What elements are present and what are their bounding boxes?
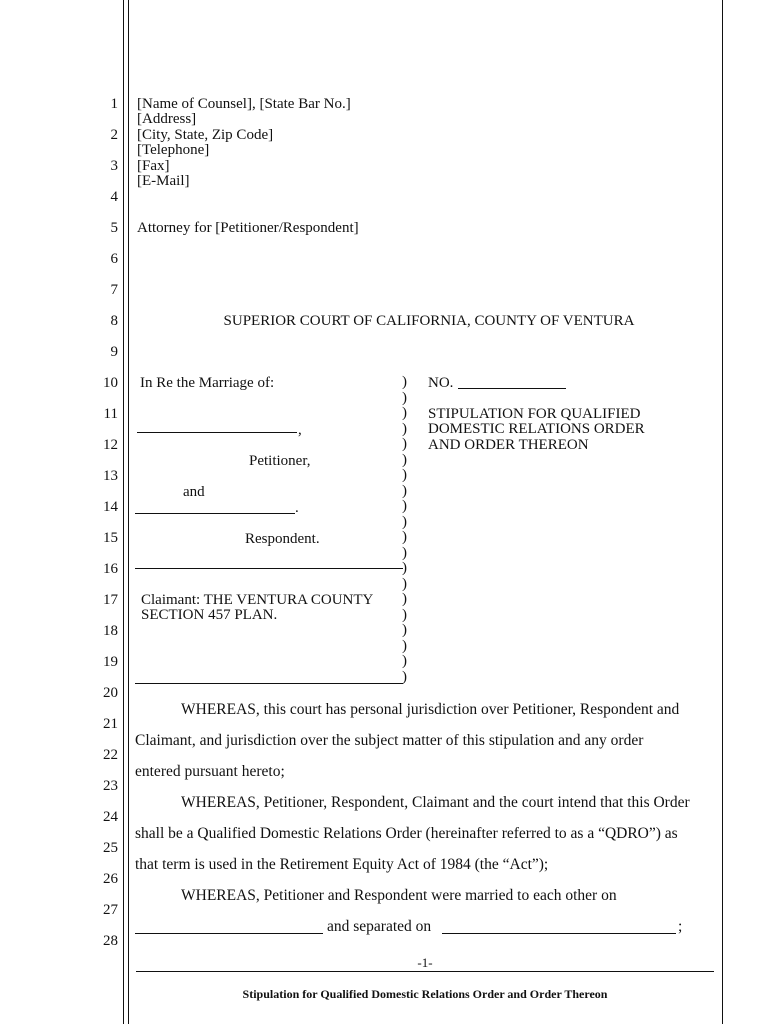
line-number: 13	[103, 468, 118, 484]
document-title-line-1: STIPULATION FOR QUALIFIED	[428, 406, 641, 422]
counsel-city: [City, State, Zip Code]	[137, 127, 274, 143]
recital-2-line-2: shall be a Qualified Domestic Relations Order (hereinafter referred to as a “QDRO”) as	[135, 825, 678, 842]
claimant-line-1: Claimant: THE VENTURA COUNTY	[141, 592, 374, 608]
line-number: 9	[110, 344, 118, 360]
petitioner-name-blank	[137, 432, 297, 433]
line-number: 18	[103, 623, 118, 639]
footer-rule	[136, 971, 714, 972]
line-number: 23	[103, 778, 118, 794]
petitioner-label: Petitioner,	[249, 453, 311, 469]
line-number: 19	[103, 654, 118, 670]
line-number: 15	[103, 530, 118, 546]
respondent-period: .	[295, 500, 299, 516]
separation-date-blank	[442, 933, 676, 934]
counsel-fax: [Fax]	[137, 158, 170, 174]
document-title-line-3: AND ORDER THEREON	[428, 437, 589, 453]
line-number: 28	[103, 933, 118, 949]
case-number-label: NO.	[428, 375, 454, 391]
counsel-address: [Address]	[137, 111, 197, 127]
claimant-line-2: SECTION 457 PLAN.	[141, 607, 278, 623]
line-number: 24	[103, 809, 118, 825]
in-re-marriage: In Re the Marriage of:	[140, 375, 275, 391]
line-number: 17	[103, 592, 118, 608]
line-number: 25	[103, 840, 118, 856]
counsel-name: [Name of Counsel], [State Bar No.]	[137, 96, 351, 112]
line-number: 10	[103, 375, 118, 391]
respondent-name-blank	[135, 513, 295, 514]
line-number: 22	[103, 747, 118, 763]
respondent-label: Respondent.	[245, 531, 320, 547]
attorney-for: Attorney for [Petitioner/Respondent]	[137, 220, 359, 236]
line-number: 3	[110, 158, 118, 174]
caption-parentheses: ) ) ) ) ) ) ) ) ) ) ) ) ) ) ) ) ) ) ) )	[402, 374, 407, 685]
petitioner-comma: ,	[298, 422, 302, 438]
recital-3-line-1: WHEREAS, Petitioner and Respondent were married to each other on	[181, 887, 617, 904]
recital-3-semicolon: ;	[678, 918, 683, 935]
separated-on-label: and separated on	[327, 918, 432, 935]
line-number: 7	[110, 282, 118, 298]
line-number: 5	[110, 220, 118, 236]
document-title-line-2: DOMESTIC RELATIONS ORDER	[428, 421, 645, 437]
line-number: 6	[110, 251, 118, 267]
left-margin-rule	[123, 0, 124, 1024]
page-number: -1-	[417, 955, 433, 970]
recital-1-line-2: Claimant, and jurisdiction over the subject matter of this stipulation and any order	[135, 732, 644, 749]
recital-1-line-3: entered pursuant hereto;	[135, 763, 285, 780]
counsel-email: [E-Mail]	[137, 173, 190, 189]
court-title: SUPERIOR COURT OF CALIFORNIA, COUNTY OF VENTURA	[223, 313, 635, 329]
left-margin-rule-inner	[128, 0, 129, 1024]
line-number: 16	[103, 561, 118, 577]
line-number: 21	[103, 716, 118, 732]
and-label: and	[183, 484, 205, 500]
line-number: 12	[103, 437, 118, 453]
recital-2-line-3: that term is used in the Retirement Equity Act of 1984 (the “Act”);	[135, 856, 549, 873]
counsel-telephone: [Telephone]	[137, 142, 210, 158]
line-number: 26	[103, 871, 118, 887]
marriage-date-blank	[135, 933, 323, 934]
recital-2-line-1: WHEREAS, Petitioner, Respondent, Claimant and the court intend that this Order	[181, 794, 690, 811]
line-number: 4	[110, 189, 118, 205]
line-number: 2	[110, 127, 118, 143]
line-number: 11	[103, 406, 118, 422]
right-margin-rule	[722, 0, 723, 1024]
caption-divider	[135, 568, 403, 569]
case-number-blank	[458, 388, 566, 389]
line-number: 1	[110, 96, 118, 112]
line-number: 20	[103, 685, 118, 701]
line-number: 8	[110, 313, 118, 329]
line-number: 14	[103, 499, 118, 515]
line-number: 27	[103, 902, 118, 918]
recital-1-line-1: WHEREAS, this court has personal jurisdiction over Petitioner, Respondent and	[181, 701, 680, 718]
caption-bottom-line	[135, 683, 403, 684]
footer-title: Stipulation for Qualified Domestic Relations Order and Order Thereon	[242, 987, 608, 1001]
